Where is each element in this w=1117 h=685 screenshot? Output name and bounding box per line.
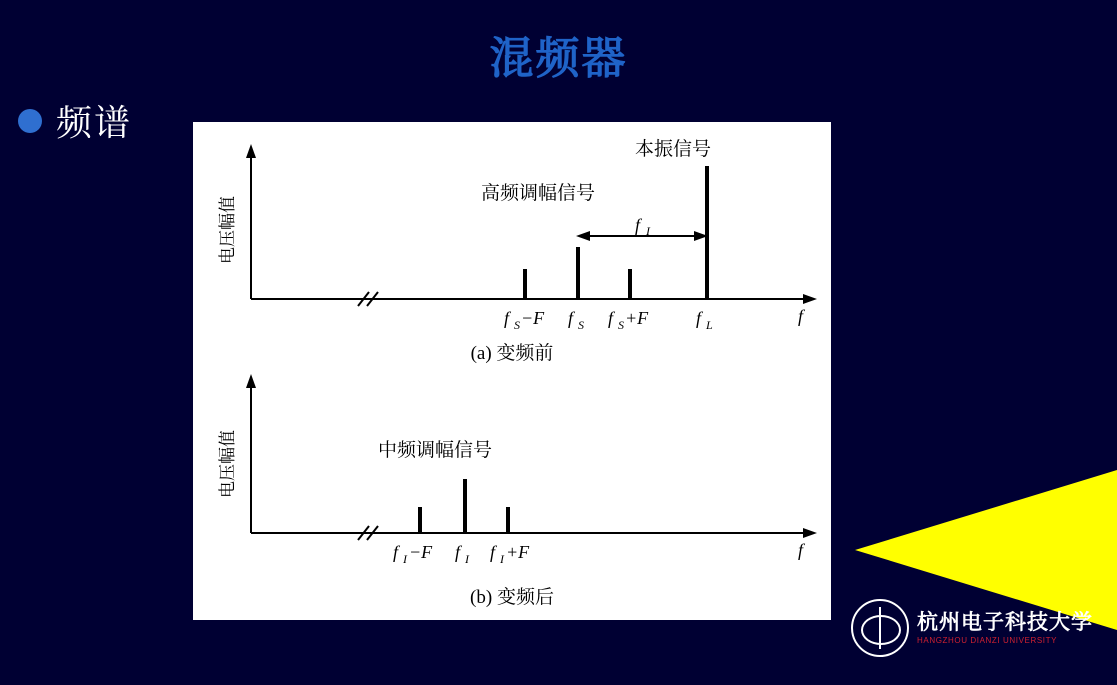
bottom-tick-2-sub: I (500, 552, 504, 566)
bottom-tick-1-main: f (455, 542, 461, 562)
top-tick-1-sub: S (578, 318, 584, 332)
top-span-label: f (635, 215, 641, 235)
top-tick-0-op: −F (521, 308, 545, 328)
top-tick-label-1 (568, 308, 584, 332)
bullet-item-spectrum (18, 95, 132, 146)
top-tick-label-0 (504, 308, 545, 332)
bottom-tick-0-main: f (393, 542, 399, 562)
top-y-axis-label: 电压幅值 (218, 196, 237, 264)
top-tick-2-sub: S (618, 318, 624, 332)
top-y-axis-arrow (246, 144, 256, 158)
top-tick-2-main: f (608, 308, 614, 328)
logo-text (917, 611, 1093, 646)
bottom-tick-0-op: −F (409, 542, 433, 562)
bottom-tick-0-sub: I (403, 552, 407, 566)
bottom-tick-label-2 (490, 542, 530, 566)
bottom-tick-label-1 (455, 542, 470, 566)
bottom-annotation-if: 中频调幅信号 (378, 440, 493, 461)
bottom-tick-1-sub: I (465, 552, 469, 566)
top-annotation-lo: 本振信号 (635, 139, 712, 160)
bottom-tick-label-0 (393, 542, 433, 566)
top-tick-3-sub: L (706, 318, 713, 332)
bottom-caption: (b) 变频后 (470, 587, 554, 608)
bottom-y-axis-arrow (246, 374, 256, 388)
top-tick-2-op: +F (625, 308, 649, 328)
logo-name-en: HANGZHOU DIANZI UNIVERSITY (917, 635, 1058, 645)
bullet-item-label: 频谱 (56, 103, 133, 143)
logo-name-cn: 杭州电子科技大学 (917, 609, 1093, 634)
top-annotation-rf: 高频调幅信号 (481, 183, 596, 204)
bottom-x-axis-arrow (803, 528, 817, 538)
top-caption: (a) 变频前 (470, 343, 554, 364)
top-x-axis-label: f (798, 306, 804, 326)
bullet-dot-icon (18, 109, 42, 133)
spectrum-figure (193, 122, 831, 620)
bottom-tick-2-op: +F (506, 542, 530, 562)
page-title: 混频器 (489, 34, 628, 83)
top-span-arrow-left (576, 231, 590, 241)
logo-emblem-icon (851, 599, 909, 657)
top-tick-0-sub: S (514, 318, 520, 332)
top-tick-label-2 (608, 308, 649, 332)
top-tick-label-3 (696, 308, 713, 332)
bottom-y-axis-label: 电压幅值 (218, 430, 237, 498)
university-logo (851, 599, 1093, 657)
top-span-label-sub: I (646, 224, 650, 238)
bottom-tick-2-main: f (490, 542, 496, 562)
bottom-x-axis-label: f (798, 540, 804, 560)
top-x-axis-arrow (803, 294, 817, 304)
top-tick-1-main: f (568, 308, 574, 328)
top-tick-3-main: f (696, 308, 702, 328)
top-tick-0-main: f (504, 308, 510, 328)
